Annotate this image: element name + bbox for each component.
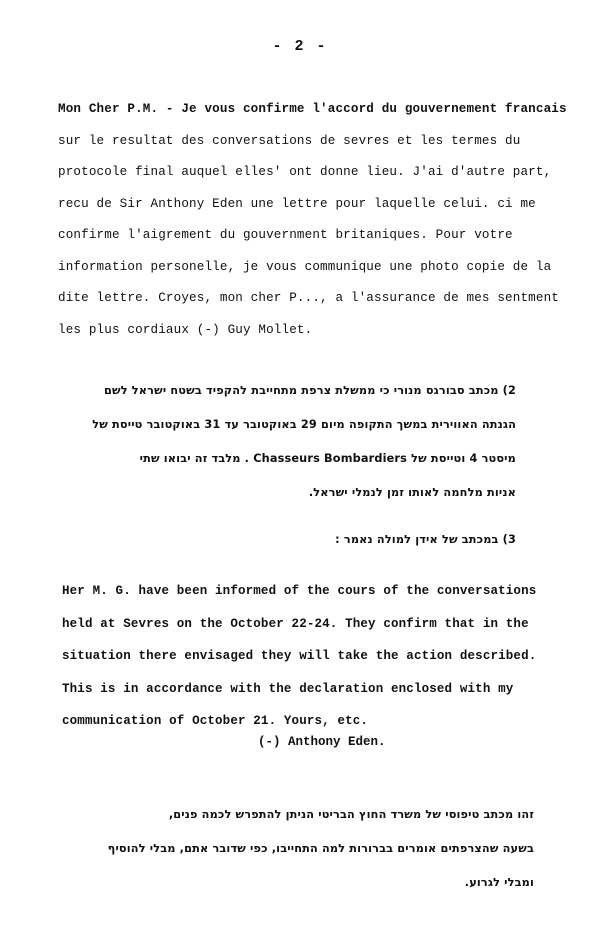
- hebrew-closing-line: זהו מכתב טיפוסי של משרד החוץ הבריטי הניתן להתפרש לכמה פנים,: [168, 808, 534, 821]
- hebrew-item-2-line: 2) מכתב סבורגס מנורי כי ממשלת צרפת מתחייבת להקפיד בשטח ישראל לשם: [104, 384, 516, 397]
- eden-signature: (-) Anthony Eden.: [258, 735, 386, 749]
- hebrew-item-2-line: אניות מלחמה לאותו זמן לנמלי ישראל.: [308, 486, 516, 499]
- eden-letter-line: communication of October 21. Yours, etc.: [62, 714, 369, 728]
- hebrew-closing: [14, 798, 534, 900]
- eden-letter-line: This is in accordance with the declaration enclosed with my: [62, 681, 514, 696]
- french-letter-line: dite lettre. Croyes, mon cher P..., a l'assurance de mes sentment: [58, 291, 559, 305]
- hebrew-item-2-line: מיסטר 4 וטייסת של Chasseurs Bombardiers . מלבד זה יבואו שתי: [139, 452, 516, 465]
- french-letter-line: confirme l'aigrement du gouvernment britaniques. Pour votre: [58, 228, 513, 242]
- french-letter-line: les plus cordiaux (-) Guy Mollet.: [58, 322, 313, 337]
- hebrew-item-3-line: 3) במכתב של אידן למולה נאמר :: [335, 533, 516, 546]
- eden-letter-line: Her M. G. have been informed of the cours of the conversations: [62, 584, 537, 598]
- hebrew-closing-line: ומבלי לגרוע.: [464, 876, 534, 889]
- hebrew-item-3: [116, 526, 516, 554]
- french-letter-line: recu de Sir Anthony Eden une lettre pour laquelle celui. ci me: [58, 196, 536, 211]
- french-letter-line: protocole final auquel elles' ont donne lieu. J'ai d'autre part,: [58, 165, 552, 179]
- french-letter-line: information personelle, je vous communique une photo copie de la: [58, 259, 552, 274]
- hebrew-item-2-line: הגנתה האווירית במשך התקופה מיום 29 באוקטובר עד 31 באוקטובר טייסת של: [92, 418, 516, 431]
- french-letter-line: Mon Cher P.M. - Je vous confirme l'accord du gouvernement francais: [58, 102, 567, 116]
- hebrew-closing-line: בשעה שהצרפתים אומרים בברורות למה התחייבו, כפי שדובר אתם, מבלי להוסיף: [107, 842, 534, 855]
- eden-letter-line: held at Sevres on the October 22-24. They confirm that in the: [62, 616, 529, 631]
- french-letter-line: sur le resultat des conversations de sevres et les termes du: [58, 133, 521, 148]
- eden-letter-line: situation there envisaged they will take the action described.: [62, 649, 537, 663]
- page-number: - 2 -: [272, 38, 328, 55]
- eden-letter: [62, 575, 562, 738]
- hebrew-item-2: [0, 374, 516, 510]
- french-letter: [58, 94, 578, 346]
